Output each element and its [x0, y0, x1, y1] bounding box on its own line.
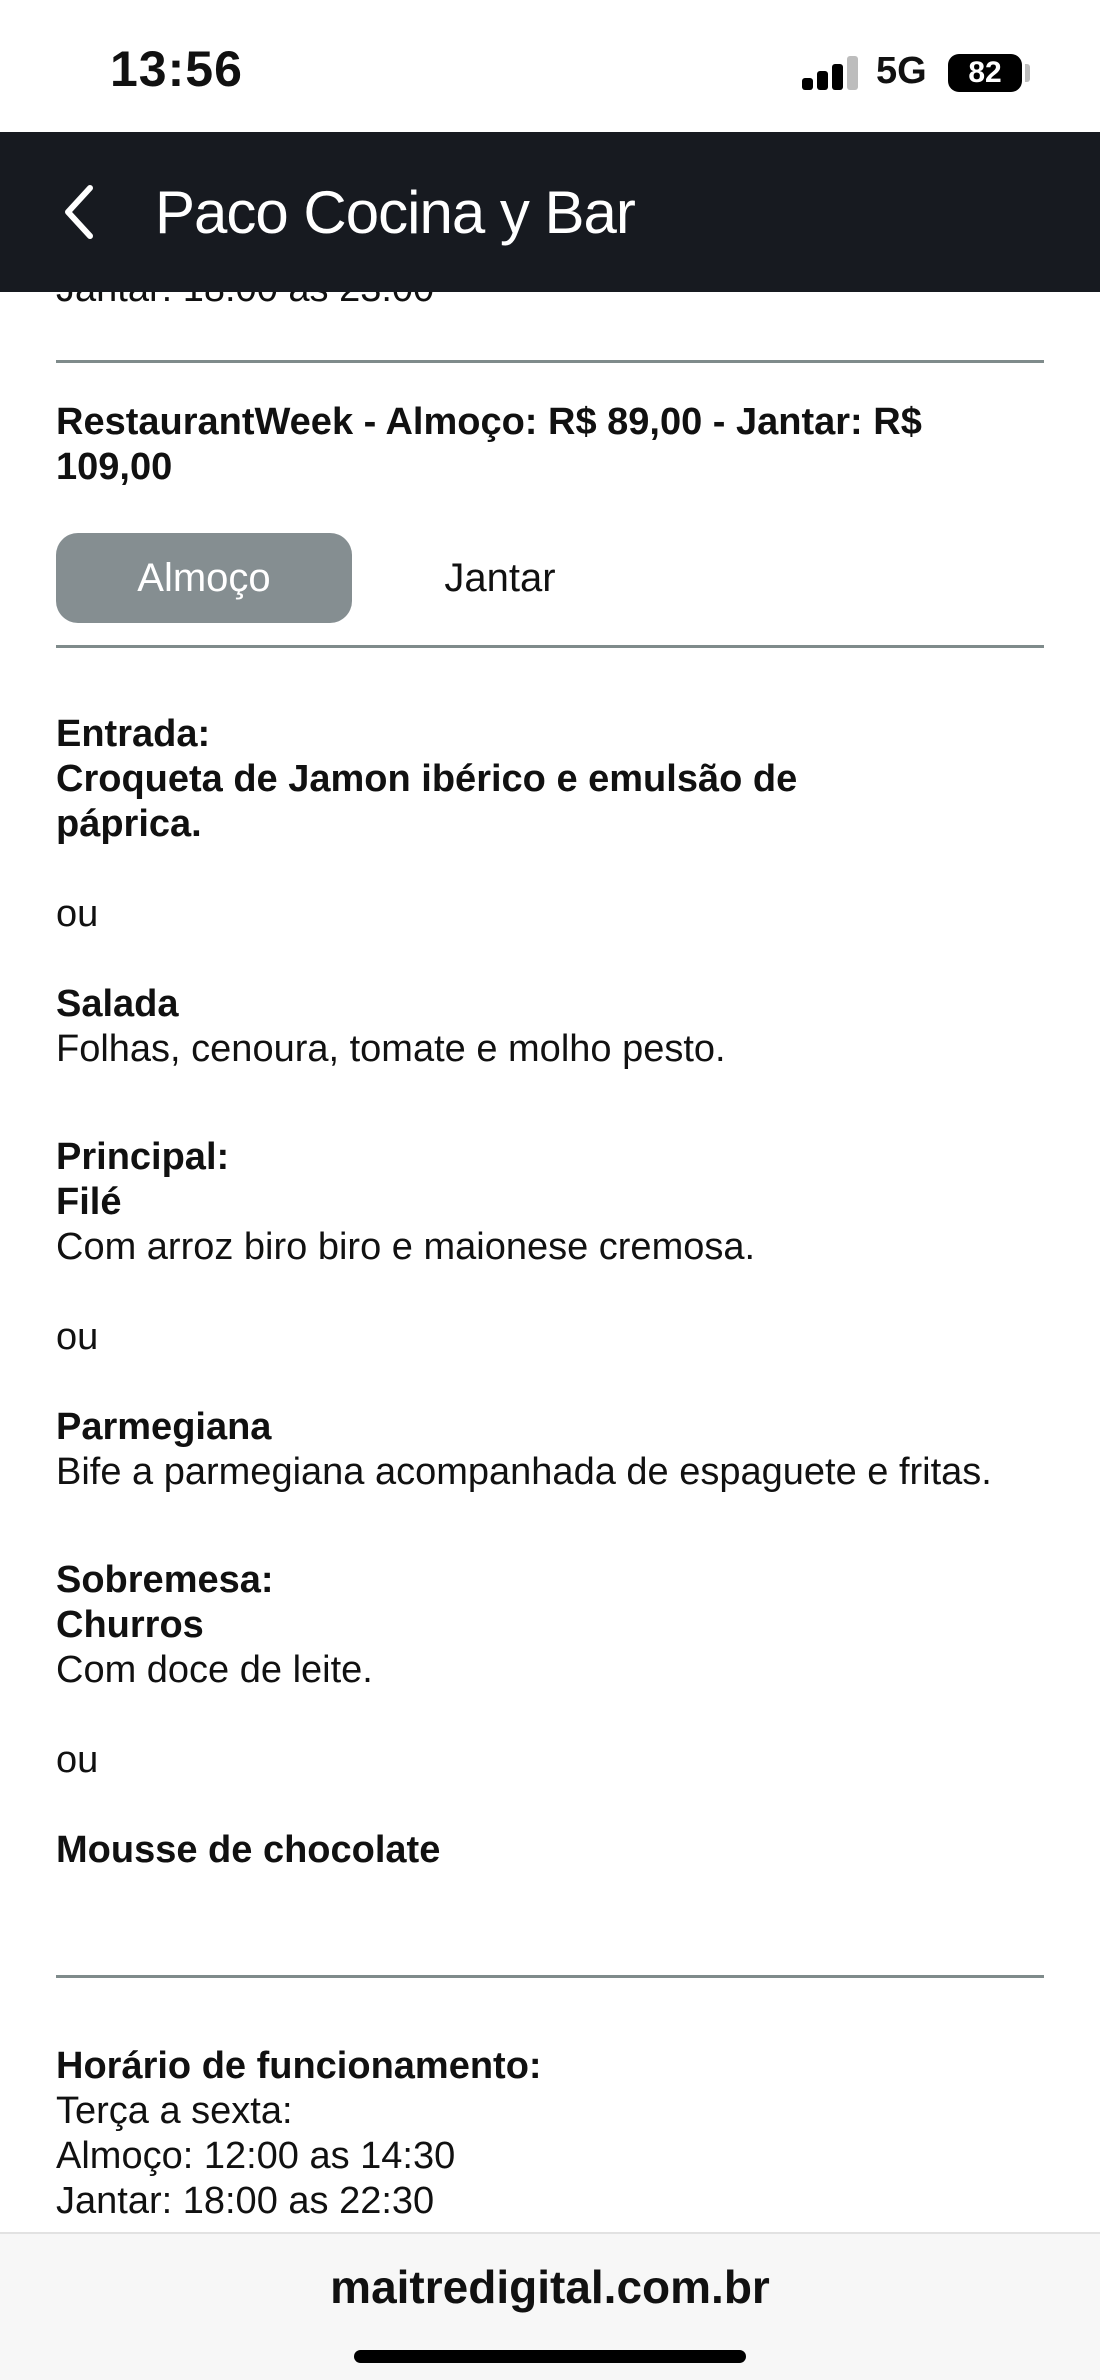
dish-description: Bife a parmegiana acompanhada de espaguete e fritas. [56, 1451, 992, 1493]
dish-name: Croqueta de Jamon ibérico e emulsão de páprica. [56, 758, 798, 845]
dish-name: Parmegiana [56, 1406, 272, 1448]
opening-days: Terça a sexta: [56, 2090, 293, 2132]
dish-name: Filé [56, 1181, 122, 1223]
divider [56, 1975, 1044, 1978]
menu-list [56, 712, 1016, 1873]
dish-description: Com arroz biro biro e maionese cremosa. [56, 1226, 756, 1268]
divider [56, 645, 1044, 648]
dish-description: Com doce de leite. [56, 1649, 373, 1691]
section-heading-entrada: Entrada: [56, 713, 211, 755]
status-bar [0, 0, 1100, 132]
section-heading-principal: Principal: [56, 1136, 230, 1178]
back-button[interactable] [40, 162, 140, 262]
footer-bar [0, 2232, 1100, 2380]
tab-jantar[interactable]: Jantar [444, 556, 556, 600]
battery-icon: 82 [948, 54, 1022, 92]
page-title: Paco Cocina y Bar [155, 179, 635, 246]
divider [56, 360, 1044, 363]
or-separator: ou [56, 1739, 99, 1781]
app-header [0, 132, 1100, 292]
dish-description: Folhas, cenoura, tomate e molho pesto. [56, 1028, 726, 1070]
dish-name: Mousse de chocolate [56, 1829, 441, 1871]
dish-name: Churros [56, 1604, 204, 1646]
chevron-left-icon [60, 184, 100, 240]
or-separator: ou [56, 1316, 99, 1358]
restaurant-week-title: RestaurantWeek - Almoço: R$ 89,00 - Jantar: R$ 109,00 [56, 401, 922, 488]
site-url[interactable]: maitredigital.com.br [330, 2261, 770, 2313]
dish-name: Salada [56, 983, 179, 1025]
network-type: 5G [876, 50, 927, 92]
lunch-hours: Almoço: 12:00 as 14:30 [56, 2135, 456, 2177]
section-heading-sobremesa: Sobremesa: [56, 1559, 274, 1601]
tab-almoco[interactable]: Almoço [56, 533, 352, 623]
opening-hours-heading: Horário de funcionamento: [56, 2045, 542, 2087]
battery-cap [1025, 64, 1030, 82]
status-time: 13:56 [110, 41, 243, 97]
home-indicator[interactable] [354, 2350, 746, 2363]
dinner-hours: Jantar: 18:00 as 22:30 [56, 2180, 435, 2222]
opening-hours [56, 2044, 1016, 2224]
or-separator: ou [56, 893, 99, 935]
signal-strength-icon [802, 56, 862, 90]
